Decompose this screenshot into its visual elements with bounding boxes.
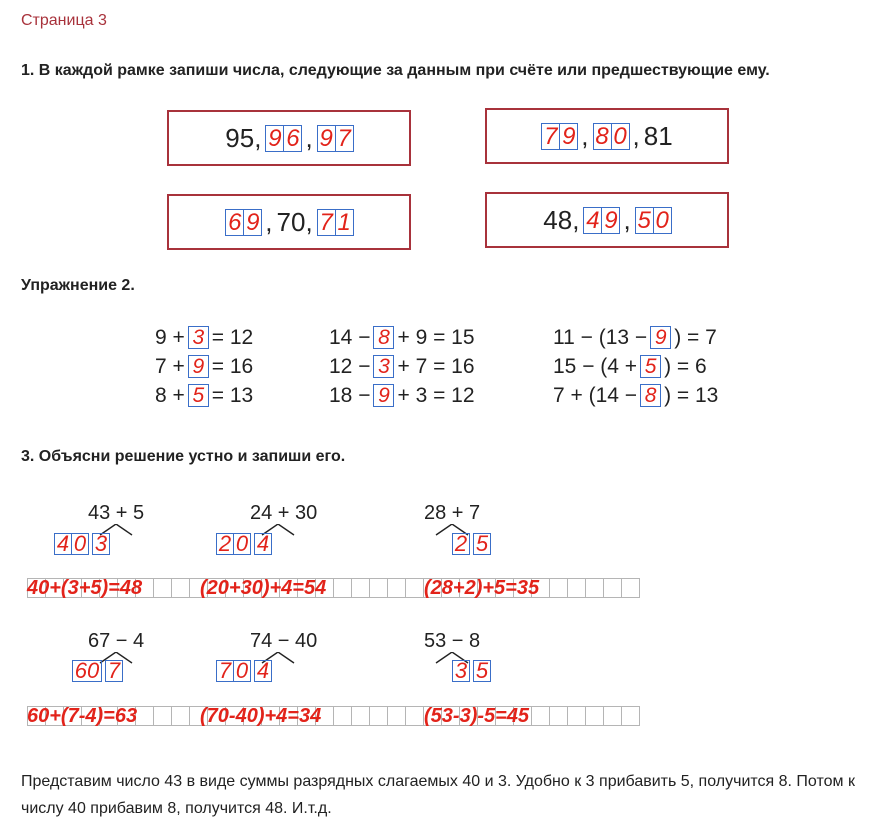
written-solution: (28+2)+5=35: [424, 577, 540, 599]
equation-row: [155, 323, 253, 352]
grid-cell: [585, 578, 603, 598]
ex2-heading: Упражнение 2.: [21, 277, 135, 294]
answer-box: 9: [373, 384, 394, 407]
grid-cell: [531, 706, 549, 726]
answer-box: [635, 207, 671, 234]
grid-cell: [369, 578, 387, 598]
written-solution: (53-3)-5=45: [424, 705, 530, 727]
split-part: 4: [254, 533, 272, 555]
equation-right: = 12: [211, 325, 254, 349]
grid-cell: [135, 706, 153, 726]
ex1-frame-1: [167, 110, 411, 166]
grid-cell: [171, 706, 189, 726]
answer-box: 8: [373, 326, 394, 349]
given-number: 48,: [543, 204, 580, 235]
split-expression: 24 + 30: [250, 502, 318, 524]
grid-cell: [621, 706, 640, 726]
split-part: 2: [452, 533, 470, 555]
ex2-column-1: [155, 323, 253, 410]
equation-right: ) = 13: [664, 383, 719, 407]
ex3-heading: 3. Объясни решение устно и запиши его.: [21, 448, 346, 465]
grid-cell: [549, 706, 567, 726]
answer-box: [593, 123, 629, 150]
answer-digit: 7: [541, 123, 560, 150]
given-number: 70,: [276, 206, 313, 237]
grid-cell: [387, 578, 405, 598]
written-solution: 40+(3+5)=48: [27, 577, 143, 599]
page-title: Страница 3: [21, 12, 107, 29]
answer-digit: 6: [283, 125, 302, 152]
split-part: 5: [473, 660, 491, 682]
equation-left: 7 + (14 −: [553, 383, 638, 407]
equation-right: ) = 7: [674, 325, 717, 349]
split-parts: [54, 533, 109, 555]
equation-right: + 9 = 15: [397, 325, 475, 349]
grid-cell: [369, 706, 387, 726]
split-parts: [452, 533, 490, 555]
split-part: 0: [71, 533, 89, 555]
equation-right: ) = 6: [664, 354, 707, 378]
written-solution: (20+30)+4=54: [200, 577, 327, 599]
equation-right: = 13: [211, 383, 254, 407]
split-part: 7: [216, 660, 234, 682]
split-part: 60: [72, 660, 102, 682]
answer-box: [265, 125, 301, 152]
split-expression: 53 − 8: [424, 630, 481, 652]
split-part: 0: [233, 533, 251, 555]
grid-cell: [351, 706, 369, 726]
equation-row: [553, 323, 718, 352]
written-solution: (70-40)+4=34: [200, 705, 322, 727]
split-parts: [216, 660, 271, 682]
answer-digit: 9: [265, 125, 284, 152]
split-part: 2: [216, 533, 234, 555]
ex1-frame-3: [167, 194, 411, 250]
given-number: ,: [265, 206, 273, 237]
written-solution: 60+(7-4)=63: [27, 705, 138, 727]
grid-cell: [405, 706, 423, 726]
split-expression: 74 − 40: [250, 630, 318, 652]
answer-digit: 6: [225, 209, 244, 236]
split-part: 7: [105, 660, 123, 682]
split-part: 4: [54, 533, 72, 555]
answer-box: 9: [188, 355, 209, 378]
grid-cell: [153, 706, 171, 726]
grid-cell: [603, 706, 621, 726]
given-number: 81: [643, 120, 673, 151]
equation-row: [329, 381, 475, 410]
equation-row: [329, 323, 475, 352]
grid-cell: [387, 706, 405, 726]
split-part: 3: [92, 533, 110, 555]
grid-cell: [333, 706, 351, 726]
answer-box: [541, 123, 577, 150]
equation-row: [155, 352, 253, 381]
equation-left: 18 −: [329, 383, 371, 407]
split-parts: [452, 660, 490, 682]
equation-left: 8 +: [155, 383, 185, 407]
answer-digit: 8: [593, 123, 612, 150]
answer-box: [583, 207, 619, 234]
equation-left: 9 +: [155, 325, 185, 349]
answer-digit: 5: [635, 207, 654, 234]
answer-digit: 0: [653, 207, 672, 234]
answer-digit: 7: [335, 125, 354, 152]
equation-left: 15 − (4 +: [553, 354, 638, 378]
answer-box: [225, 209, 261, 236]
split-part: 4: [254, 660, 272, 682]
grid-cell: [171, 578, 189, 598]
split-expression: 43 + 5: [88, 502, 145, 524]
equation-row: [329, 352, 475, 381]
grid-cell: [153, 578, 171, 598]
equation-row: [553, 381, 718, 410]
split-part: 0: [233, 660, 251, 682]
ex2-column-3: [553, 323, 718, 410]
grid-cell: [603, 578, 621, 598]
split-parts: [72, 660, 122, 682]
grid-cell: [567, 706, 585, 726]
answer-box: 3: [188, 326, 209, 349]
ex1-heading: 1. В каждой рамке запиши числа, следующие за данным при счёте или предшествующие ему.: [21, 62, 770, 79]
answer-digit: 4: [583, 207, 602, 234]
given-number: ,: [581, 120, 589, 151]
equation-left: 14 −: [329, 325, 371, 349]
equation-right: = 16: [211, 354, 254, 378]
answer-box: [317, 125, 353, 152]
answer-digit: 7: [317, 209, 336, 236]
equation-left: 7 +: [155, 354, 185, 378]
grid-cell: [351, 578, 369, 598]
answer-box: 8: [640, 384, 661, 407]
ex1-frame-4: [485, 192, 729, 248]
given-number: ,: [623, 204, 631, 235]
grid-cell: [549, 578, 567, 598]
equation-right: + 7 = 16: [397, 354, 475, 378]
equation-row: [155, 381, 253, 410]
explanation-text: Представим число 43 в виде суммы разрядных слагаемых 40 и 3. Удобно к 3 прибавить 5, получится 8. Потом к числу 40 прибавим 8, получится 48. И.т.д.: [21, 773, 855, 817]
split-part: 5: [473, 533, 491, 555]
split-expression: 28 + 7: [424, 502, 481, 524]
answer-digit: 9: [243, 209, 262, 236]
answer-digit: 0: [611, 123, 630, 150]
answer-box: 5: [188, 384, 209, 407]
answer-digit: 9: [317, 125, 336, 152]
grid-cell: [621, 578, 640, 598]
grid-cell: [585, 706, 603, 726]
given-number: ,: [632, 120, 640, 151]
answer-digit: 1: [335, 209, 354, 236]
grid-cell: [567, 578, 585, 598]
answer-box: 9: [650, 326, 671, 349]
split-part: 3: [452, 660, 470, 682]
given-number: 95,: [225, 122, 262, 153]
answer-box: 3: [373, 355, 394, 378]
given-number: ,: [305, 122, 313, 153]
answer-box: [317, 209, 353, 236]
equation-left: 11 − (13 −: [553, 325, 648, 349]
grid-cell: [405, 578, 423, 598]
split-expression: 67 − 4: [88, 630, 145, 652]
ex1-frame-2: [485, 108, 729, 164]
answer-digit: 9: [601, 207, 620, 234]
equation-right: + 3 = 12: [397, 383, 475, 407]
answer-box: 5: [640, 355, 661, 378]
ex2-column-2: [329, 323, 475, 410]
answer-digit: 9: [559, 123, 578, 150]
grid-cell: [333, 578, 351, 598]
split-parts: [216, 533, 271, 555]
equation-left: 12 −: [329, 354, 371, 378]
equation-row: [553, 352, 718, 381]
